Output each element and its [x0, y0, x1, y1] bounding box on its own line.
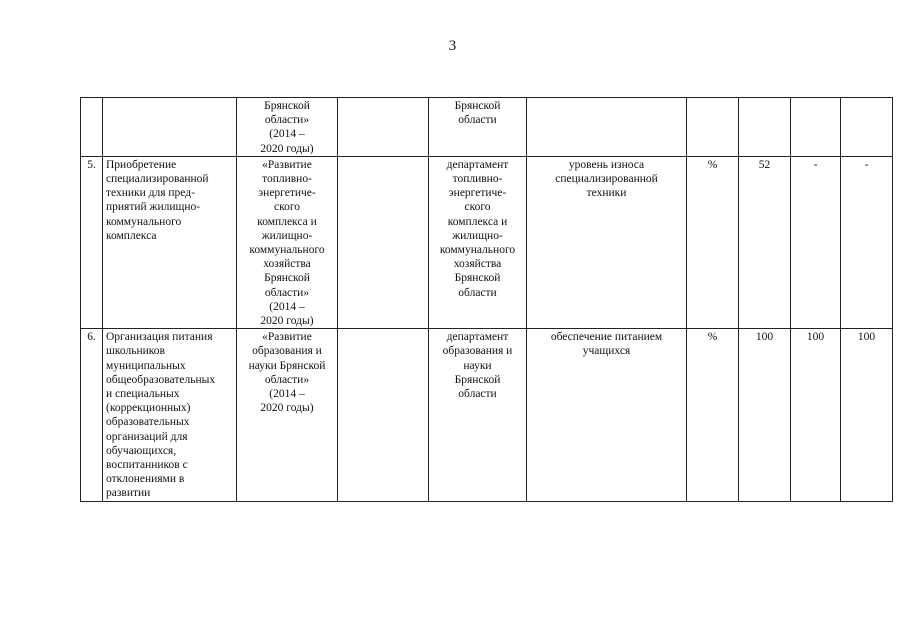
cell-text-line: Брянской	[264, 272, 310, 285]
row-number-cell: 6.	[81, 329, 103, 501]
cell-text-line: 2020 годы)	[260, 315, 314, 328]
program-table	[80, 97, 893, 502]
cell-text-line: техники для пред-	[106, 187, 195, 200]
cell-text-line: комплекса и	[257, 215, 317, 228]
cell-text-line: организаций для	[106, 430, 188, 443]
cell-text-line: коммунального	[106, 215, 182, 228]
activity-name-cell	[103, 156, 237, 328]
cell-text-line: Брянской	[454, 373, 501, 386]
cell-text-line: школьников	[106, 345, 165, 358]
table-row	[81, 98, 893, 157]
cell-text-line: коммунального	[439, 244, 516, 257]
cell-text-line: энергетиче-	[258, 187, 316, 200]
cell-text-line: области	[458, 388, 497, 401]
cell-text-line: области	[458, 114, 497, 127]
table-body	[81, 98, 893, 502]
cell-text-line: (2014 –	[269, 300, 305, 313]
value-2016-cell	[841, 98, 893, 157]
table-row	[81, 329, 893, 501]
cell-text-line: (коррекционных)	[106, 402, 191, 415]
cell-text-line: специализированной	[555, 173, 658, 186]
cell-text-line: приятий жилищно-	[106, 201, 201, 214]
activity-name-cell	[103, 329, 237, 501]
value-2015-cell: 100	[791, 329, 841, 501]
executor-cell	[429, 98, 527, 157]
cell-text-line: уровень износа	[568, 158, 645, 171]
unit-cell: %	[687, 156, 739, 328]
cell-text-line: хозяйства	[263, 258, 311, 271]
value-2015-cell: -	[791, 156, 841, 328]
cell-text-line: ского	[464, 201, 491, 214]
cell-text-line: специализированной	[106, 173, 209, 186]
value-2016-cell: 100	[841, 329, 893, 501]
cell-text-line: топливно-	[452, 173, 503, 186]
cell-text-line: обучающихся,	[106, 444, 177, 457]
empty-cell	[338, 98, 429, 157]
cell-text-line: департамент	[446, 331, 509, 344]
unit-cell	[687, 98, 739, 157]
program-cell	[237, 156, 338, 328]
cell-text-line: муниципальных	[106, 359, 186, 372]
cell-text-line: комплекса	[106, 229, 157, 242]
cell-text-line: области»	[264, 114, 310, 127]
cell-text-line: ского	[273, 201, 301, 214]
activity-name-cell	[103, 98, 237, 157]
program-cell	[237, 98, 338, 157]
cell-text-line: Брянской	[454, 272, 501, 285]
cell-text-line: отклонениями в	[106, 473, 185, 486]
empty-cell	[338, 156, 429, 328]
cell-text-line: науки	[463, 359, 492, 372]
cell-text-line: Брянской	[454, 100, 501, 112]
cell-text-line: «Развитие	[262, 331, 312, 344]
cell-text-line: «Развитие	[262, 158, 312, 171]
indicator-cell	[527, 329, 687, 501]
value-2015-cell	[791, 98, 841, 157]
cell-text-line: Организация питания	[106, 331, 213, 344]
value-2016-cell: -	[841, 156, 893, 328]
program-cell	[237, 329, 338, 501]
cell-text-line: (2014 –	[269, 388, 305, 401]
cell-text-line: Брянской	[264, 100, 310, 112]
cell-text-line: хозяйства	[453, 258, 502, 271]
cell-text-line: области»	[264, 373, 310, 386]
cell-text-line: коммунального	[249, 244, 325, 257]
cell-text-line: общеобразовательных	[106, 373, 216, 386]
cell-text-line: обеспечение питанием	[550, 331, 663, 344]
indicator-cell	[527, 156, 687, 328]
cell-text-line: жилищно-	[261, 229, 313, 242]
cell-text-line: учащихся	[582, 345, 631, 358]
table-row	[81, 156, 893, 328]
executor-cell	[429, 329, 527, 501]
unit-cell: %	[687, 329, 739, 501]
cell-text-line: комплекса и	[447, 215, 508, 228]
cell-text-line: техники	[586, 187, 627, 200]
empty-cell	[338, 329, 429, 501]
cell-text-line: топливно-	[262, 173, 312, 186]
cell-text-line: департамент	[446, 158, 509, 171]
executor-cell	[429, 156, 527, 328]
cell-text-line: образования и	[252, 345, 322, 358]
row-number-cell	[81, 98, 103, 157]
row-number-cell: 5.	[81, 156, 103, 328]
cell-text-line: образования и	[442, 345, 513, 358]
cell-text-line: области»	[264, 286, 310, 299]
cell-text-line: воспитанников с	[106, 459, 188, 472]
cell-text-line: науки Брянской	[248, 359, 326, 372]
cell-text-line: и специальных	[106, 388, 180, 401]
cell-text-line: (2014 –	[269, 128, 305, 141]
cell-text-line: области	[458, 286, 497, 299]
indicator-cell	[527, 98, 687, 157]
cell-text-line: образовательных	[106, 416, 190, 429]
cell-text-line: 2020 годы)	[260, 402, 314, 415]
value-2014-cell: 52	[739, 156, 791, 328]
cell-text-line: развитии	[106, 487, 151, 500]
value-2014-cell	[739, 98, 791, 157]
cell-text-line: Приобретение	[106, 158, 177, 171]
cell-text-line: 2020 годы)	[260, 142, 314, 155]
cell-text-line: энергетиче-	[448, 187, 507, 200]
cell-text-line: жилищно-	[452, 229, 503, 242]
page-number: 3	[448, 38, 457, 54]
value-2014-cell: 100	[739, 329, 791, 501]
